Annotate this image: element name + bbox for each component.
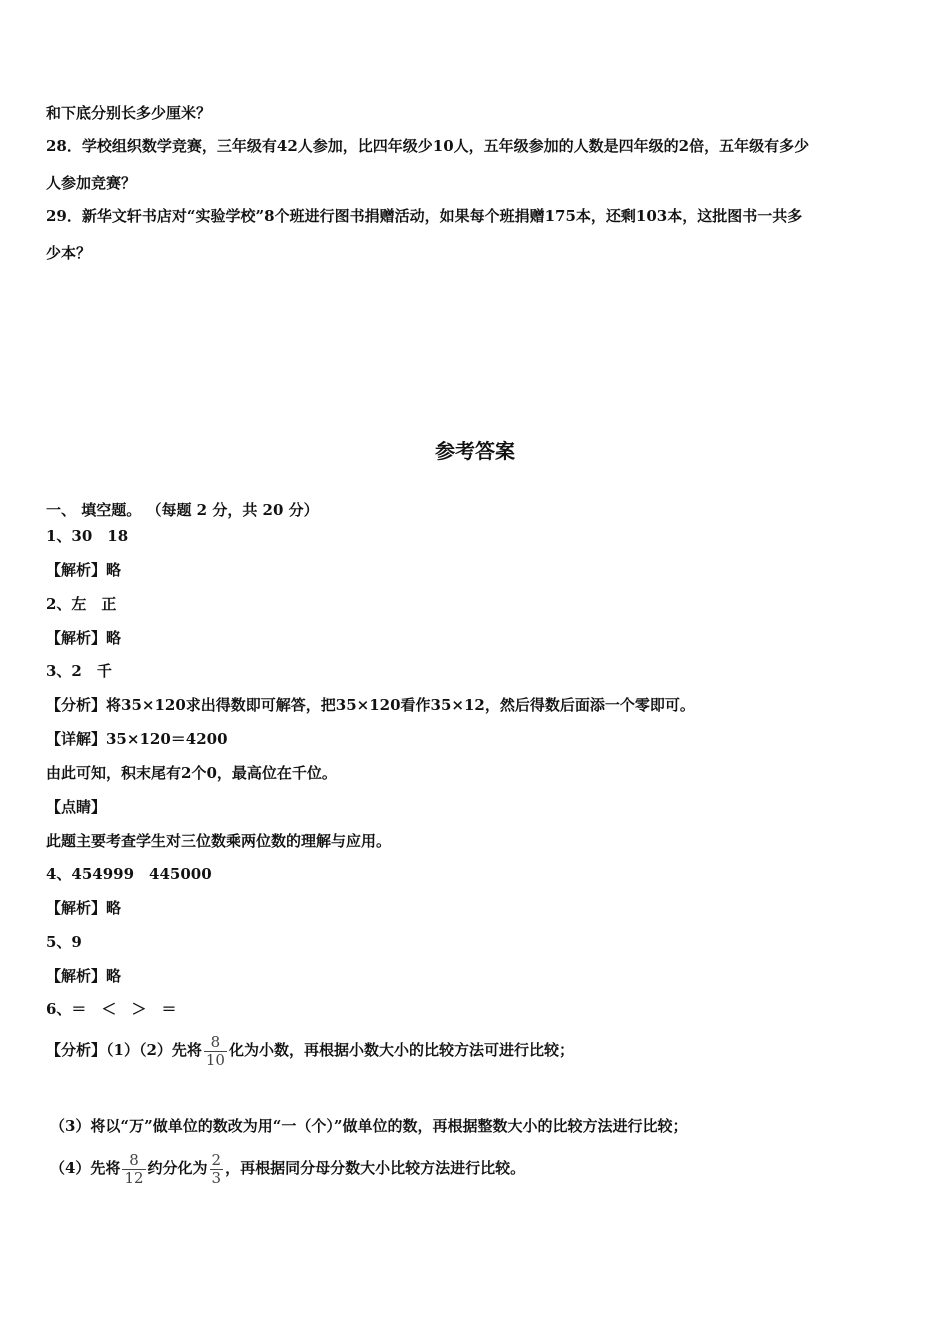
question-29-line1: 29．新华文轩书店对“实验学校”8个班进行图书捐赠活动，如果每个班捐赠175本，还剩103本，这批图书一共多 <box>46 207 803 225</box>
answer-6: 6、＝ ＜ ＞ ＝ <box>46 1000 177 1018</box>
fraction-numerator: 2 <box>211 1150 222 1169</box>
answer-3-detail: 【详解】35×120＝4200 <box>46 730 228 748</box>
answer-3-analysis: 【分析】将35×120求出得数即可解答，把35×120看作35×12，然后得数后面添一个零即可。 <box>46 696 695 714</box>
answer-2: 2、左 正 <box>46 595 117 613</box>
answer-4: 4、454999 445000 <box>46 865 212 883</box>
fraction-denominator: 12 <box>124 1168 144 1187</box>
answers-title: 参考答案 <box>435 439 515 463</box>
answer-6-part-4-suffix: ，再根据同分母分数大小比较方法进行比较。 <box>225 1159 526 1177</box>
question-28-line1: 28．学校组织数学竞赛，三年级有42人参加，比四年级少10人，五年级参加的人数是四年级的2倍，五年级有多少 <box>46 137 810 155</box>
answer-6-part-3: （3）将以“万”做单位的数改为用“一（个）”做单位的数，再根据整数大小的比较方法进行比较； <box>50 1117 688 1135</box>
answer-6-part-4-mid: 约分化为 <box>147 1159 208 1177</box>
answer-2-note: 【解析】略 <box>46 629 122 647</box>
fraction-numerator: 8 <box>210 1032 221 1051</box>
answer-4-note: 【解析】略 <box>46 899 122 917</box>
question-27-tail: 和下底分别长多少厘米？ <box>46 104 212 122</box>
fraction-8-10 <box>204 1034 227 1069</box>
fraction-numerator: 8 <box>129 1150 139 1169</box>
answer-3-conclusion: 由此可知，积末尾有2个0，最高位在千位。 <box>46 764 337 782</box>
answer-6-analysis <box>46 1032 574 1069</box>
question-28-line2: 人参加竞赛？ <box>46 174 137 192</box>
answer-6-analysis-prefix: 【分析】（1）（2）先将 <box>46 1041 202 1059</box>
answer-3-comment-label: 【点睛】 <box>46 798 107 816</box>
fraction-8-12 <box>122 1152 145 1187</box>
answer-5: 5、9 <box>46 933 82 951</box>
fraction-denominator: 3 <box>211 1168 222 1187</box>
fraction-denominator: 10 <box>205 1050 225 1069</box>
answer-5-note: 【解析】略 <box>46 967 122 985</box>
section-1-heading: 一、 填空题。 （每题 2 分，共 20 分） <box>46 501 319 519</box>
question-29-line2: 少本？ <box>46 244 92 262</box>
answer-6-part-4-prefix: （4）先将 <box>50 1159 121 1177</box>
answer-6-analysis-suffix: 化为小数，再根据小数大小的比较方法可进行比较； <box>228 1041 574 1059</box>
answer-1: 1、30 18 <box>46 527 129 545</box>
answer-1-note: 【解析】略 <box>46 561 122 579</box>
answer-3: 3、2 千 <box>46 662 112 680</box>
fraction-2-3 <box>210 1152 224 1187</box>
answer-6-part-4 <box>50 1150 525 1187</box>
answer-3-comment: 此题主要考查学生对三位数乘两位数的理解与应用。 <box>46 832 392 850</box>
